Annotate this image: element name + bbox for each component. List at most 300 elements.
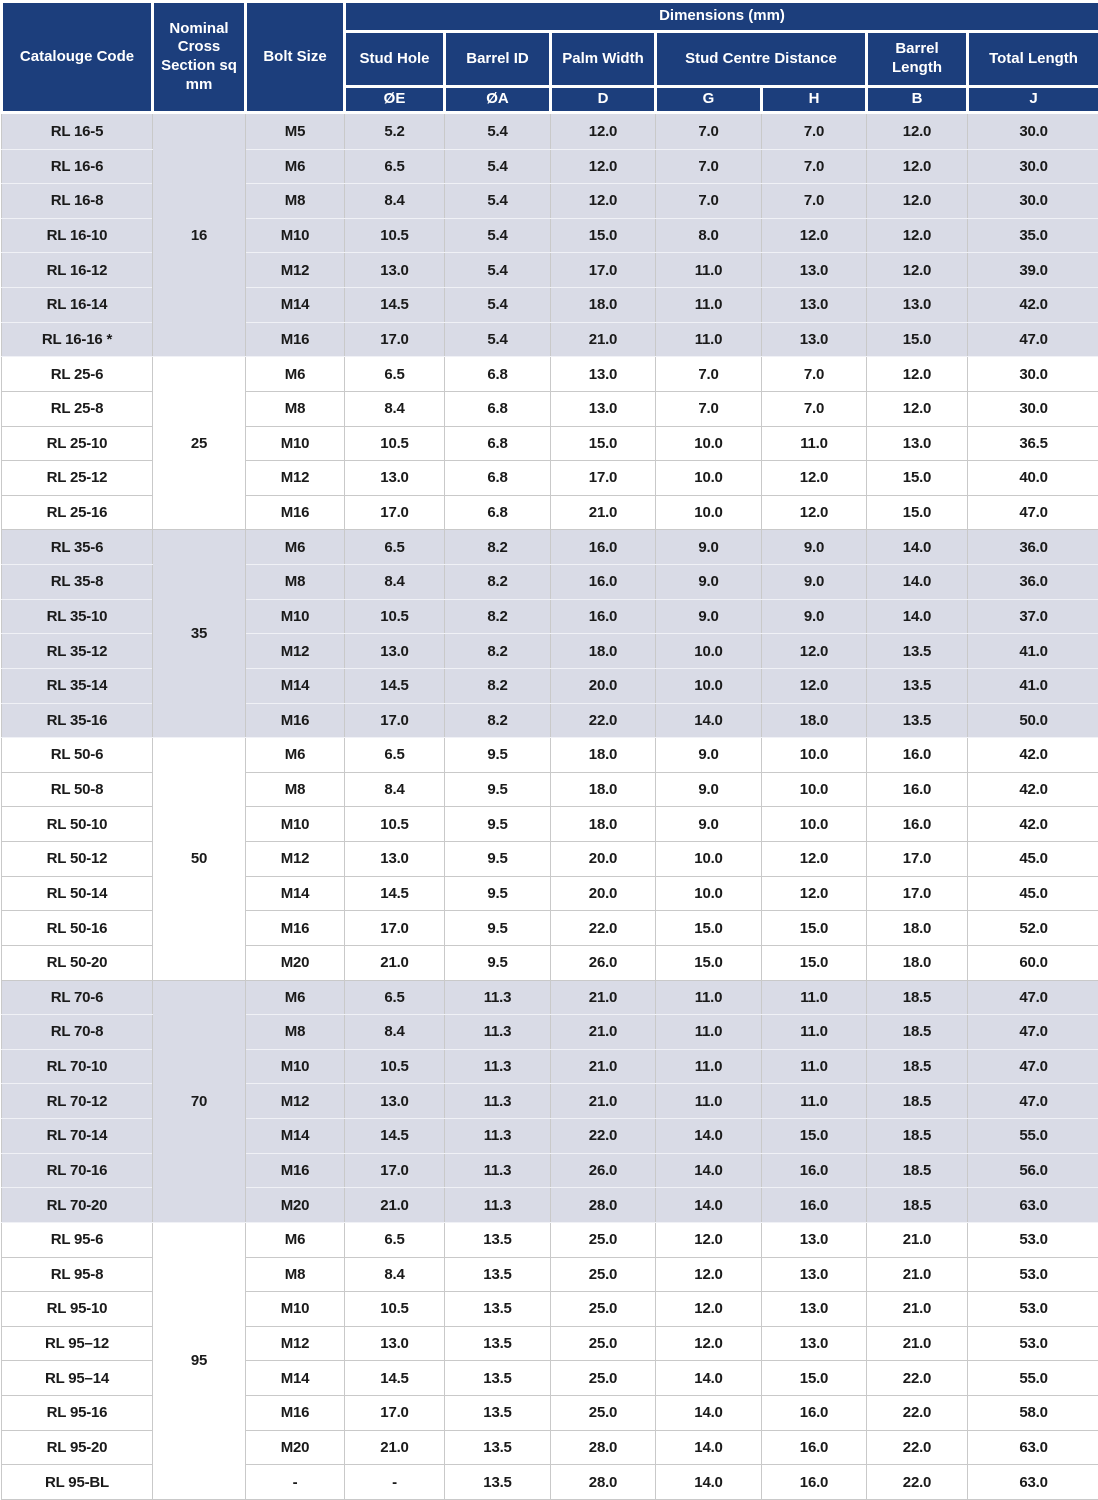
stud-hole-cell: -: [345, 1465, 445, 1500]
barrel-id-cell: 9.5: [445, 738, 551, 773]
total-length-cell: 36.0: [968, 565, 1098, 600]
total-length-cell: 53.0: [968, 1326, 1098, 1361]
symbol-h: H: [762, 87, 867, 113]
stud-centre-g-cell: 14.0: [656, 703, 762, 738]
stud-hole-cell: 14.5: [345, 288, 445, 323]
stud-hole-cell: 13.0: [345, 1326, 445, 1361]
total-length-cell: 53.0: [968, 1222, 1098, 1257]
total-length-cell: 63.0: [968, 1465, 1098, 1500]
stud-centre-g-cell: 14.0: [656, 1361, 762, 1396]
total-length-cell: 30.0: [968, 391, 1098, 426]
stud-hole-cell: 6.5: [345, 530, 445, 565]
total-length-cell: 47.0: [968, 322, 1098, 357]
stud-centre-g-cell: 9.0: [656, 565, 762, 600]
palm-width-cell: 21.0: [551, 1049, 656, 1084]
stud-centre-h-cell: 16.0: [762, 1188, 867, 1223]
catalogue-code-cell: RL 16-5: [2, 113, 153, 150]
total-length-cell: 60.0: [968, 945, 1098, 980]
barrel-length-cell: 12.0: [867, 357, 968, 392]
barrel-id-cell: 11.3: [445, 1188, 551, 1223]
stud-centre-g-cell: 7.0: [656, 391, 762, 426]
barrel-id-cell: 8.2: [445, 634, 551, 669]
bolt-size-cell: M16: [246, 495, 345, 530]
palm-width-cell: 28.0: [551, 1430, 656, 1465]
bolt-size-cell: M6: [246, 1222, 345, 1257]
bolt-size-cell: M6: [246, 357, 345, 392]
stud-hole-cell: 13.0: [345, 842, 445, 877]
total-length-cell: 47.0: [968, 1084, 1098, 1119]
stud-centre-h-cell: 7.0: [762, 113, 867, 150]
bolt-size-cell: M10: [246, 1292, 345, 1327]
barrel-length-cell: 12.0: [867, 253, 968, 288]
bolt-size-cell: M12: [246, 253, 345, 288]
nominal-cross-section-cell: 25: [153, 357, 246, 530]
barrel-length-cell: 22.0: [867, 1465, 968, 1500]
palm-width-cell: 18.0: [551, 807, 656, 842]
stud-hole-cell: 5.2: [345, 113, 445, 150]
stud-hole-cell: 6.5: [345, 357, 445, 392]
palm-width-cell: 22.0: [551, 703, 656, 738]
stud-centre-g-cell: 10.0: [656, 668, 762, 703]
palm-width-cell: 16.0: [551, 530, 656, 565]
stud-centre-h-cell: 11.0: [762, 426, 867, 461]
barrel-length-cell: 13.5: [867, 668, 968, 703]
stud-hole-cell: 8.4: [345, 1257, 445, 1292]
stud-hole-cell: 14.5: [345, 668, 445, 703]
barrel-length-cell: 12.0: [867, 149, 968, 184]
catalogue-code-cell: RL 50-6: [2, 738, 153, 773]
stud-centre-g-cell: 10.0: [656, 876, 762, 911]
palm-width-cell: 12.0: [551, 184, 656, 219]
bolt-size-cell: M14: [246, 668, 345, 703]
palm-width-cell: 16.0: [551, 565, 656, 600]
barrel-id-cell: 13.5: [445, 1292, 551, 1327]
total-length-cell: 45.0: [968, 876, 1098, 911]
bolt-size-cell: M6: [246, 530, 345, 565]
catalogue-code-cell: RL 35-6: [2, 530, 153, 565]
bolt-size-cell: M10: [246, 599, 345, 634]
catalogue-code-cell: RL 35-14: [2, 668, 153, 703]
stud-hole-cell: 8.4: [345, 184, 445, 219]
stud-centre-h-cell: 16.0: [762, 1430, 867, 1465]
catalogue-code-cell: RL 25-6: [2, 357, 153, 392]
total-length-cell: 56.0: [968, 1153, 1098, 1188]
catalogue-code-cell: RL 35-16: [2, 703, 153, 738]
stud-centre-g-cell: 15.0: [656, 911, 762, 946]
total-length-cell: 30.0: [968, 113, 1098, 150]
catalogue-code-cell: RL 70-6: [2, 980, 153, 1015]
total-length-cell: 39.0: [968, 253, 1098, 288]
catalogue-code-cell: RL 95-8: [2, 1257, 153, 1292]
palm-width-cell: 26.0: [551, 1153, 656, 1188]
table-row: [2, 530, 1098, 565]
stud-hole-cell: 6.5: [345, 980, 445, 1015]
palm-width-cell: 25.0: [551, 1292, 656, 1327]
barrel-id-cell: 11.3: [445, 1015, 551, 1050]
palm-width-cell: 22.0: [551, 911, 656, 946]
bolt-size-cell: M10: [246, 1049, 345, 1084]
bolt-size-cell: M14: [246, 288, 345, 323]
barrel-length-cell: 14.0: [867, 530, 968, 565]
barrel-length-cell: 22.0: [867, 1430, 968, 1465]
stud-hole-cell: 14.5: [345, 1361, 445, 1396]
palm-width-cell: 22.0: [551, 1119, 656, 1154]
barrel-length-cell: 18.5: [867, 1188, 968, 1223]
catalogue-code-cell: RL 95-6: [2, 1222, 153, 1257]
stud-centre-g-cell: 10.0: [656, 634, 762, 669]
total-length-cell: 63.0: [968, 1430, 1098, 1465]
catalogue-code-cell: RL 35-8: [2, 565, 153, 600]
palm-width-cell: 28.0: [551, 1465, 656, 1500]
stud-hole-cell: 17.0: [345, 495, 445, 530]
barrel-id-cell: 9.5: [445, 911, 551, 946]
total-length-cell: 53.0: [968, 1257, 1098, 1292]
barrel-id-cell: 5.4: [445, 288, 551, 323]
bolt-size-cell: M16: [246, 1153, 345, 1188]
stud-centre-h-cell: 12.0: [762, 495, 867, 530]
catalogue-code-cell: RL 16-14: [2, 288, 153, 323]
barrel-length-cell: 12.0: [867, 218, 968, 253]
palm-width-cell: 26.0: [551, 945, 656, 980]
palm-width-cell: 25.0: [551, 1222, 656, 1257]
bolt-size-cell: M8: [246, 565, 345, 600]
header-row-dimensions-title: [2, 2, 1098, 32]
catalogue-code-cell: RL 50-10: [2, 807, 153, 842]
stud-centre-h-cell: 10.0: [762, 772, 867, 807]
stud-centre-g-cell: 8.0: [656, 218, 762, 253]
barrel-length-cell: 16.0: [867, 772, 968, 807]
header-palm-width: Palm Width: [551, 32, 656, 87]
barrel-length-cell: 13.5: [867, 634, 968, 669]
symbol-oa: ØA: [445, 87, 551, 113]
stud-hole-cell: 17.0: [345, 322, 445, 357]
barrel-id-cell: 5.4: [445, 322, 551, 357]
stud-hole-cell: 14.5: [345, 876, 445, 911]
bolt-size-cell: M14: [246, 1361, 345, 1396]
bolt-size-cell: M6: [246, 738, 345, 773]
bolt-size-cell: M12: [246, 1084, 345, 1119]
bolt-size-cell: M16: [246, 703, 345, 738]
stud-hole-cell: 10.5: [345, 807, 445, 842]
barrel-length-cell: 18.5: [867, 1015, 968, 1050]
catalogue-code-cell: RL 95-16: [2, 1396, 153, 1431]
total-length-cell: 50.0: [968, 703, 1098, 738]
stud-centre-g-cell: 15.0: [656, 945, 762, 980]
stud-centre-h-cell: 12.0: [762, 842, 867, 877]
total-length-cell: 42.0: [968, 738, 1098, 773]
palm-width-cell: 13.0: [551, 391, 656, 426]
palm-width-cell: 17.0: [551, 253, 656, 288]
barrel-length-cell: 18.5: [867, 1119, 968, 1154]
stud-hole-cell: 21.0: [345, 1430, 445, 1465]
barrel-length-cell: 15.0: [867, 322, 968, 357]
palm-width-cell: 18.0: [551, 288, 656, 323]
stud-centre-g-cell: 11.0: [656, 980, 762, 1015]
barrel-id-cell: 13.5: [445, 1396, 551, 1431]
palm-width-cell: 15.0: [551, 218, 656, 253]
nominal-cross-section-cell: 16: [153, 113, 246, 357]
barrel-id-cell: 8.2: [445, 565, 551, 600]
barrel-length-cell: 15.0: [867, 495, 968, 530]
catalogue-code-cell: RL 16-16 *: [2, 322, 153, 357]
table-row: [2, 980, 1098, 1015]
barrel-id-cell: 5.4: [445, 184, 551, 219]
stud-centre-g-cell: 10.0: [656, 495, 762, 530]
stud-hole-cell: 17.0: [345, 1153, 445, 1188]
total-length-cell: 63.0: [968, 1188, 1098, 1223]
catalogue-code-cell: RL 25-8: [2, 391, 153, 426]
catalogue-code-cell: RL 35-10: [2, 599, 153, 634]
total-length-cell: 37.0: [968, 599, 1098, 634]
stud-centre-g-cell: 7.0: [656, 184, 762, 219]
bolt-size-cell: M12: [246, 842, 345, 877]
stud-centre-h-cell: 7.0: [762, 149, 867, 184]
palm-width-cell: 18.0: [551, 772, 656, 807]
bolt-size-cell: M12: [246, 634, 345, 669]
stud-hole-cell: 8.4: [345, 565, 445, 600]
stud-centre-h-cell: 10.0: [762, 807, 867, 842]
palm-width-cell: 25.0: [551, 1257, 656, 1292]
stud-centre-g-cell: 11.0: [656, 1015, 762, 1050]
bolt-size-cell: M16: [246, 1396, 345, 1431]
bolt-size-cell: M12: [246, 1326, 345, 1361]
stud-centre-h-cell: 16.0: [762, 1465, 867, 1500]
nominal-cross-section-cell: 70: [153, 980, 246, 1222]
catalogue-code-cell: RL 95–12: [2, 1326, 153, 1361]
stud-centre-h-cell: 11.0: [762, 1049, 867, 1084]
stud-hole-cell: 10.5: [345, 599, 445, 634]
catalogue-code-cell: RL 95-10: [2, 1292, 153, 1327]
stud-hole-cell: 8.4: [345, 1015, 445, 1050]
stud-centre-h-cell: 13.0: [762, 1222, 867, 1257]
total-length-cell: 42.0: [968, 772, 1098, 807]
stud-centre-g-cell: 7.0: [656, 149, 762, 184]
barrel-id-cell: 6.8: [445, 426, 551, 461]
barrel-length-cell: 21.0: [867, 1257, 968, 1292]
stud-centre-h-cell: 9.0: [762, 565, 867, 600]
table-row: [2, 357, 1098, 392]
barrel-length-cell: 21.0: [867, 1222, 968, 1257]
catalogue-code-cell: RL 70-16: [2, 1153, 153, 1188]
bolt-size-cell: M8: [246, 184, 345, 219]
total-length-cell: 47.0: [968, 495, 1098, 530]
bolt-size-cell: M20: [246, 945, 345, 980]
stud-centre-h-cell: 9.0: [762, 599, 867, 634]
palm-width-cell: 21.0: [551, 980, 656, 1015]
palm-width-cell: 13.0: [551, 357, 656, 392]
barrel-length-cell: 22.0: [867, 1396, 968, 1431]
stud-centre-g-cell: 12.0: [656, 1222, 762, 1257]
stud-hole-cell: 10.5: [345, 426, 445, 461]
bolt-size-cell: M10: [246, 218, 345, 253]
barrel-length-cell: 15.0: [867, 461, 968, 496]
bolt-size-cell: M8: [246, 1015, 345, 1050]
stud-hole-cell: 17.0: [345, 703, 445, 738]
barrel-length-cell: 18.5: [867, 1084, 968, 1119]
stud-centre-g-cell: 12.0: [656, 1326, 762, 1361]
stud-hole-cell: 13.0: [345, 1084, 445, 1119]
barrel-length-cell: 18.5: [867, 980, 968, 1015]
catalogue-code-cell: RL 16-6: [2, 149, 153, 184]
header-nominal-cross-section: Nominal Cross Section sq mm: [153, 2, 246, 113]
stud-centre-h-cell: 12.0: [762, 218, 867, 253]
header-catalogue-code: Catalouge Code: [2, 2, 153, 113]
palm-width-cell: 25.0: [551, 1396, 656, 1431]
barrel-id-cell: 8.2: [445, 530, 551, 565]
stud-centre-g-cell: 11.0: [656, 253, 762, 288]
barrel-id-cell: 6.8: [445, 357, 551, 392]
total-length-cell: 55.0: [968, 1361, 1098, 1396]
stud-centre-h-cell: 13.0: [762, 288, 867, 323]
palm-width-cell: 12.0: [551, 113, 656, 150]
total-length-cell: 52.0: [968, 911, 1098, 946]
nominal-cross-section-cell: 35: [153, 530, 246, 738]
stud-centre-g-cell: 9.0: [656, 807, 762, 842]
header-dimensions-title: Dimensions (mm): [345, 2, 1098, 32]
stud-hole-cell: 10.5: [345, 1049, 445, 1084]
stud-centre-g-cell: 11.0: [656, 288, 762, 323]
stud-centre-h-cell: 12.0: [762, 634, 867, 669]
total-length-cell: 47.0: [968, 1049, 1098, 1084]
catalogue-code-cell: RL 95–14: [2, 1361, 153, 1396]
bolt-size-cell: M14: [246, 876, 345, 911]
barrel-id-cell: 13.5: [445, 1465, 551, 1500]
total-length-cell: 42.0: [968, 807, 1098, 842]
bolt-size-cell: M20: [246, 1188, 345, 1223]
stud-centre-g-cell: 14.0: [656, 1396, 762, 1431]
stud-centre-h-cell: 16.0: [762, 1396, 867, 1431]
stud-centre-g-cell: 7.0: [656, 357, 762, 392]
stud-centre-g-cell: 9.0: [656, 599, 762, 634]
barrel-id-cell: 6.8: [445, 391, 551, 426]
total-length-cell: 58.0: [968, 1396, 1098, 1431]
barrel-id-cell: 5.4: [445, 218, 551, 253]
barrel-length-cell: 14.0: [867, 599, 968, 634]
catalogue-code-cell: RL 70-20: [2, 1188, 153, 1223]
stud-hole-cell: 8.4: [345, 772, 445, 807]
barrel-length-cell: 22.0: [867, 1361, 968, 1396]
stud-centre-h-cell: 13.0: [762, 1326, 867, 1361]
stud-centre-h-cell: 7.0: [762, 357, 867, 392]
total-length-cell: 45.0: [968, 842, 1098, 877]
stud-centre-g-cell: 14.0: [656, 1430, 762, 1465]
catalogue-code-cell: RL 16-8: [2, 184, 153, 219]
barrel-length-cell: 21.0: [867, 1292, 968, 1327]
bolt-size-cell: M14: [246, 1119, 345, 1154]
palm-width-cell: 18.0: [551, 738, 656, 773]
catalogue-code-cell: RL 70-12: [2, 1084, 153, 1119]
stud-centre-h-cell: 15.0: [762, 1361, 867, 1396]
stud-centre-g-cell: 14.0: [656, 1465, 762, 1500]
catalogue-code-cell: RL 50-20: [2, 945, 153, 980]
header-stud-hole: Stud Hole: [345, 32, 445, 87]
palm-width-cell: 25.0: [551, 1326, 656, 1361]
barrel-length-cell: 12.0: [867, 184, 968, 219]
total-length-cell: 41.0: [968, 668, 1098, 703]
palm-width-cell: 16.0: [551, 599, 656, 634]
barrel-id-cell: 6.8: [445, 461, 551, 496]
stud-centre-g-cell: 10.0: [656, 842, 762, 877]
barrel-length-cell: 16.0: [867, 738, 968, 773]
bolt-size-cell: M20: [246, 1430, 345, 1465]
barrel-length-cell: 17.0: [867, 876, 968, 911]
barrel-length-cell: 12.0: [867, 113, 968, 150]
total-length-cell: 42.0: [968, 288, 1098, 323]
stud-centre-h-cell: 13.0: [762, 322, 867, 357]
stud-centre-h-cell: 11.0: [762, 1084, 867, 1119]
total-length-cell: 40.0: [968, 461, 1098, 496]
barrel-id-cell: 5.4: [445, 113, 551, 150]
table-header: [2, 2, 1098, 113]
catalogue-code-cell: RL 95-BL: [2, 1465, 153, 1500]
barrel-length-cell: 13.0: [867, 288, 968, 323]
nominal-cross-section-cell: 95: [153, 1222, 246, 1499]
barrel-id-cell: 6.8: [445, 495, 551, 530]
header-total-length: Total Length: [968, 32, 1098, 87]
barrel-length-cell: 16.0: [867, 807, 968, 842]
stud-hole-cell: 6.5: [345, 1222, 445, 1257]
header-stud-centre-distance: Stud Centre Distance: [656, 32, 867, 87]
stud-hole-cell: 10.5: [345, 1292, 445, 1327]
stud-centre-h-cell: 15.0: [762, 945, 867, 980]
palm-width-cell: 20.0: [551, 876, 656, 911]
stud-centre-h-cell: 11.0: [762, 1015, 867, 1050]
catalogue-code-cell: RL 95-20: [2, 1430, 153, 1465]
total-length-cell: 35.0: [968, 218, 1098, 253]
stud-centre-g-cell: 9.0: [656, 772, 762, 807]
palm-width-cell: 28.0: [551, 1188, 656, 1223]
barrel-id-cell: 5.4: [445, 149, 551, 184]
bolt-size-cell: M6: [246, 149, 345, 184]
palm-width-cell: 17.0: [551, 461, 656, 496]
stud-centre-h-cell: 7.0: [762, 184, 867, 219]
stud-centre-h-cell: 13.0: [762, 253, 867, 288]
barrel-id-cell: 9.5: [445, 945, 551, 980]
catalogue-code-cell: RL 70-14: [2, 1119, 153, 1154]
stud-centre-g-cell: 9.0: [656, 530, 762, 565]
barrel-id-cell: 5.4: [445, 253, 551, 288]
barrel-id-cell: 13.5: [445, 1361, 551, 1396]
catalogue-code-cell: RL 35-12: [2, 634, 153, 669]
catalogue-code-cell: RL 50-8: [2, 772, 153, 807]
barrel-length-cell: 14.0: [867, 565, 968, 600]
catalogue-code-cell: RL 50-14: [2, 876, 153, 911]
palm-width-cell: 21.0: [551, 1084, 656, 1119]
barrel-length-cell: 21.0: [867, 1326, 968, 1361]
barrel-length-cell: 17.0: [867, 842, 968, 877]
barrel-length-cell: 18.5: [867, 1049, 968, 1084]
stud-centre-g-cell: 14.0: [656, 1119, 762, 1154]
barrel-id-cell: 13.5: [445, 1222, 551, 1257]
stud-centre-h-cell: 13.0: [762, 1292, 867, 1327]
palm-width-cell: 21.0: [551, 322, 656, 357]
catalogue-code-cell: RL 70-8: [2, 1015, 153, 1050]
stud-centre-h-cell: 9.0: [762, 530, 867, 565]
stud-centre-g-cell: 14.0: [656, 1153, 762, 1188]
stud-centre-g-cell: 14.0: [656, 1188, 762, 1223]
barrel-id-cell: 9.5: [445, 807, 551, 842]
catalogue-code-cell: RL 25-16: [2, 495, 153, 530]
stud-hole-cell: 6.5: [345, 738, 445, 773]
table-row: [2, 113, 1098, 150]
total-length-cell: 47.0: [968, 1015, 1098, 1050]
symbol-d: D: [551, 87, 656, 113]
total-length-cell: 30.0: [968, 149, 1098, 184]
stud-centre-g-cell: 9.0: [656, 738, 762, 773]
palm-width-cell: 20.0: [551, 668, 656, 703]
stud-centre-h-cell: 12.0: [762, 461, 867, 496]
catalogue-code-cell: RL 16-10: [2, 218, 153, 253]
